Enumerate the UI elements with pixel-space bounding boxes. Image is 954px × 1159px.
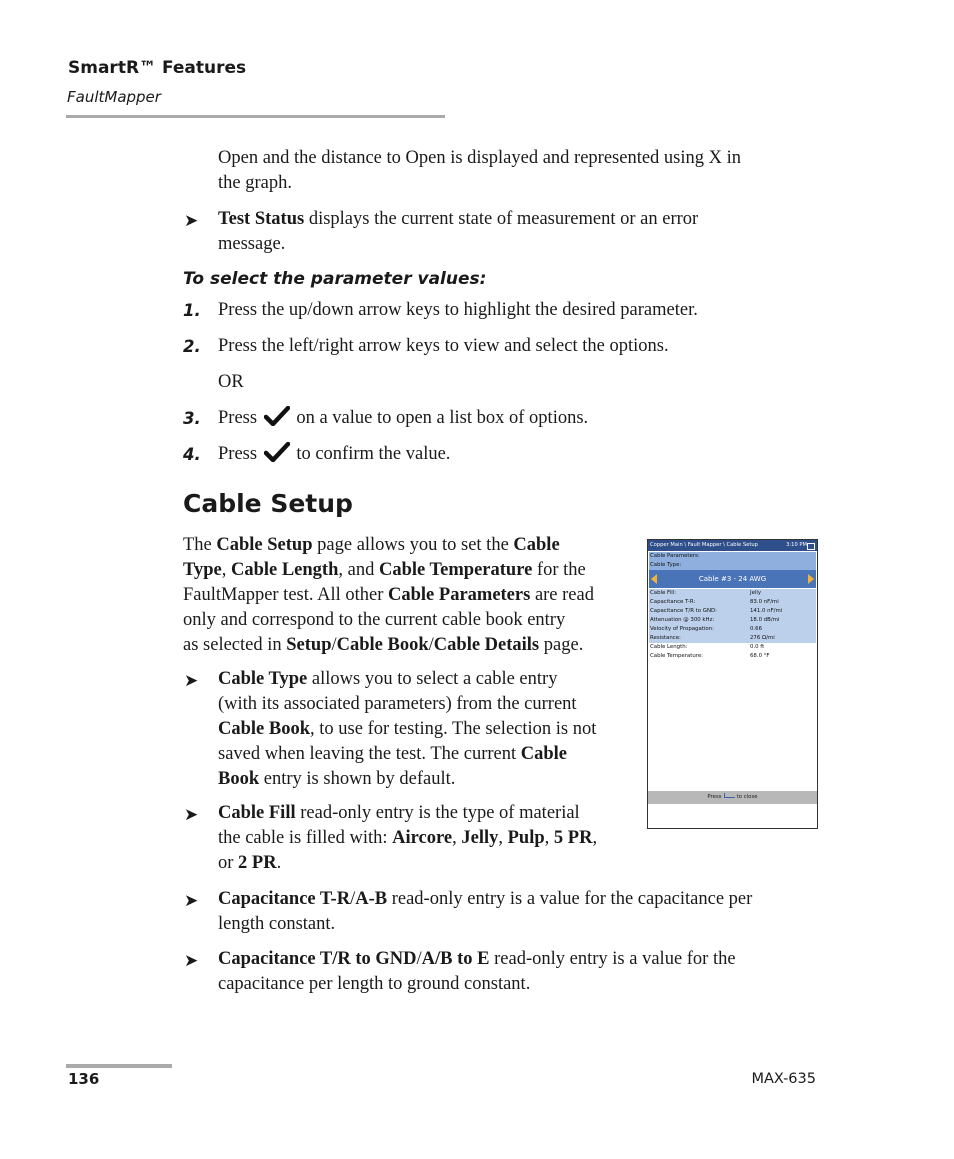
section-title: FaultMapper <box>67 88 161 106</box>
chapter-title: SmartR™ Features <box>68 58 247 78</box>
checkmark-icon <box>264 406 290 434</box>
page-number: 136 <box>68 1070 100 1088</box>
battery-icon <box>807 543 815 550</box>
bullet-arrow-icon: ➤ <box>184 671 199 690</box>
device-breadcrumb: Copper Main \ Fault Mapper \ Cable Setup <box>650 542 758 548</box>
cable-type-selector[interactable]: Cable #3 - 24 AWG <box>649 570 816 588</box>
footer-rule <box>66 1064 172 1068</box>
test-status-item: Test Status displays the current state of measurement or an error message. <box>218 209 699 254</box>
param-row[interactable]: Cable Length: 0.0 ft <box>650 644 765 650</box>
capacitance-trab-item: Capacitance T-R/A-B read-only entry is a value for the capacitance per length constant. <box>218 889 753 934</box>
capacitance-gnd-item: Capacitance T/R to GND/A/B to E read-only entry is a value for the capacitance per length to ground constant. <box>218 949 736 994</box>
device-title-bar <box>648 540 817 551</box>
step-text: Press the up/down arrow keys to highlight the desired parameter. <box>218 300 698 320</box>
params-header: Cable Parameters: <box>649 552 816 561</box>
step-number: 2. <box>183 337 201 356</box>
back-arrow-icon <box>724 793 735 798</box>
document-id: MAX-635 <box>751 1071 816 1087</box>
right-arrow-icon[interactable] <box>808 574 814 584</box>
step-number: 3. <box>183 409 201 428</box>
step-text: Press the left/right arrow keys to view and select the options. <box>218 336 669 356</box>
param-row: Capacitance T/R to GND: 141.0 nF/mi <box>649 607 816 616</box>
cable-type-label: Cable Type: <box>649 561 816 570</box>
param-row: Resistance: 276 Ω/mi <box>649 634 816 643</box>
header-rule <box>66 115 445 118</box>
cable-fill-item: Cable Fill read-only entry is the type of material the cable is filled with: Aircore, Jelly, Pulp, 5 PR, or 2 PR. <box>218 803 598 873</box>
step-text: Press to confirm the value. <box>218 442 450 470</box>
param-row: Capacitance T-R: 83.0 nF/mi <box>649 598 816 607</box>
step-text: Press on a value to open a list box of options. <box>218 406 588 434</box>
intro-paragraph: Open and the distance to Open is displayed and represented using X in the graph. <box>218 148 742 193</box>
section-heading: Cable Setup <box>183 489 353 518</box>
param-row: Attenuation @ 300 kHz: 18.0 dB/mi <box>649 616 816 625</box>
bullet-arrow-icon: ➤ <box>184 891 199 910</box>
checkmark-icon <box>264 442 290 470</box>
device-time: 3:10 PM <box>786 542 807 548</box>
or-text: OR <box>218 372 244 392</box>
param-row: Velocity of Propagation: 0.66 <box>649 625 816 634</box>
bullet-arrow-icon: ➤ <box>184 805 199 824</box>
device-bottom-bar[interactable]: Press to close <box>648 791 817 804</box>
param-row: Cable Fill: Jelly <box>649 589 816 598</box>
left-arrow-icon[interactable] <box>651 574 657 584</box>
bullet-arrow-icon: ➤ <box>184 211 199 230</box>
cable-setup-paragraph: The Cable Setup page allows you to set the Cable Type, Cable Length, and Cable Temperature for the FaultMapper test. All other Cable Parameters are read only and correspond to the current cable book entry as selected in Setup/Cable Book/Cable Details page. <box>183 535 594 655</box>
cable-type-item: Cable Type allows you to select a cable entry (with its associated parameters) from the current Cable Book, to use for testing. The selection is not saved when leaving the test. The current Cable Book entry is shown by default. <box>218 669 597 789</box>
device-screenshot <box>647 539 818 829</box>
bullet-arrow-icon: ➤ <box>184 951 199 970</box>
device-body <box>648 551 817 791</box>
param-row[interactable]: Cable Temperature: 68.0 °F <box>650 653 770 659</box>
step-number: 1. <box>183 301 201 320</box>
step-number: 4. <box>183 445 201 464</box>
procedure-title: To select the parameter values: <box>183 269 487 289</box>
